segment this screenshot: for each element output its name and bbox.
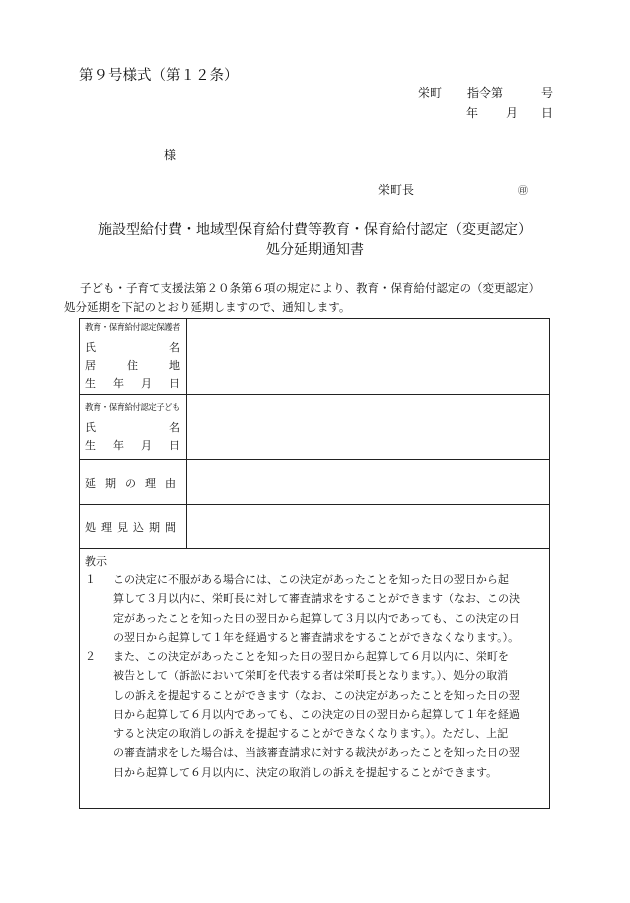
date-day: 日 xyxy=(541,106,554,120)
issuer-office: 栄町 xyxy=(418,86,443,100)
order-label: 指令第 xyxy=(467,86,504,100)
form-number: 第９号様式（第１２条） xyxy=(79,68,239,84)
child-label-cell xyxy=(80,395,187,459)
date-month: 月 xyxy=(506,106,519,120)
mayor-title: 栄町長 xyxy=(378,183,415,197)
period-section xyxy=(80,505,549,549)
reason-section xyxy=(80,460,549,505)
notice-item-number: ２ xyxy=(85,650,96,663)
guardian-value-cell[interactable] xyxy=(187,319,549,394)
notice-item-2 xyxy=(85,647,545,782)
document-title-line2: 処分延期通知書 xyxy=(266,242,364,258)
notice-line: 算して３月以内に、栄町長に対して審査請求をすることができます（なお、この決 xyxy=(113,592,520,606)
addressee-honorific: 様 xyxy=(164,148,177,162)
period-label: 処 理 見 込 期 間 xyxy=(85,521,176,534)
notice-line: この決定に不服がある場合には、この決定があったことを知った日の翌日から起 xyxy=(113,573,509,586)
notice-line: の審査請求をした場合は、当該審査請求に対する裁決があったことを知った日の翌 xyxy=(113,746,520,760)
intro-text xyxy=(64,279,570,317)
notice-line: 定があったことを知った日の翌日から起算して３月以内であっても、この決定の日 xyxy=(113,611,520,625)
document-title-line1: 施設型給付費・地域型保育給付費等教育・保育給付認定（変更認定） xyxy=(98,222,532,238)
details-table xyxy=(79,318,550,809)
reason-value-cell[interactable] xyxy=(187,460,549,504)
guardian-address-label: 居 住 地 xyxy=(85,359,180,372)
date-year: 年 xyxy=(466,106,479,120)
child-name-label: 氏 名 xyxy=(85,421,180,434)
notice-line: 日から起算して６月以内に、決定の取消しの訴えを提起することができます。 xyxy=(113,765,498,779)
notice-item-number: １ xyxy=(85,573,96,586)
guardian-birthdate-label: 生 年 月 日 xyxy=(85,377,180,390)
intro-line2: 処分延期を下記のとおり延期しますので、通知します。 xyxy=(64,300,351,314)
notice-line: 日から起算して６月以内であっても、この決定の日の翌日から起算して１年を経過 xyxy=(113,707,520,721)
guardian-section xyxy=(80,319,549,395)
guardian-label-cell xyxy=(80,319,187,394)
seal-mark: ㊞ xyxy=(518,186,528,197)
notice-line: しの訴えを提起することができます（なお、この決定があったことを知った日の翌 xyxy=(113,688,520,702)
number-suffix: 号 xyxy=(541,86,554,100)
guardian-header: 教育・保育給付認定保護者 xyxy=(85,323,180,333)
notice-item-1 xyxy=(85,570,545,647)
period-value-cell[interactable] xyxy=(187,505,549,548)
reason-label: 延 期 の 理 由 xyxy=(85,477,176,490)
notice-line: すると決定の取消しの訴えを提起することができなくなります。）。ただし、上記 xyxy=(113,727,509,741)
period-label-cell xyxy=(80,505,187,548)
reason-label-cell xyxy=(80,460,187,504)
child-section xyxy=(80,395,549,460)
guardian-name-label: 氏 名 xyxy=(85,341,180,354)
child-value-cell[interactable] xyxy=(187,395,549,459)
notice-title: 教示 xyxy=(85,555,107,568)
child-header: 教育・保育給付認定子ども xyxy=(85,403,180,413)
child-birthdate-label: 生 年 月 日 xyxy=(85,439,180,452)
intro-line1: 子ども・子育て支援法第２０条第６項の規定により、教育・保育給付認定の（変更認定） xyxy=(80,281,540,295)
notice-line: の翌日から起算して１年を経過すると審査請求をすることができなくなります。）。 xyxy=(113,630,520,644)
notice-line: また、この決定があったことを知った日の翌日から起算して６月以内に、栄町を xyxy=(113,650,509,663)
notice-line: 被告として（訴訟において栄町を代表する者は栄町長となります。）、処分の取消 xyxy=(113,669,509,683)
